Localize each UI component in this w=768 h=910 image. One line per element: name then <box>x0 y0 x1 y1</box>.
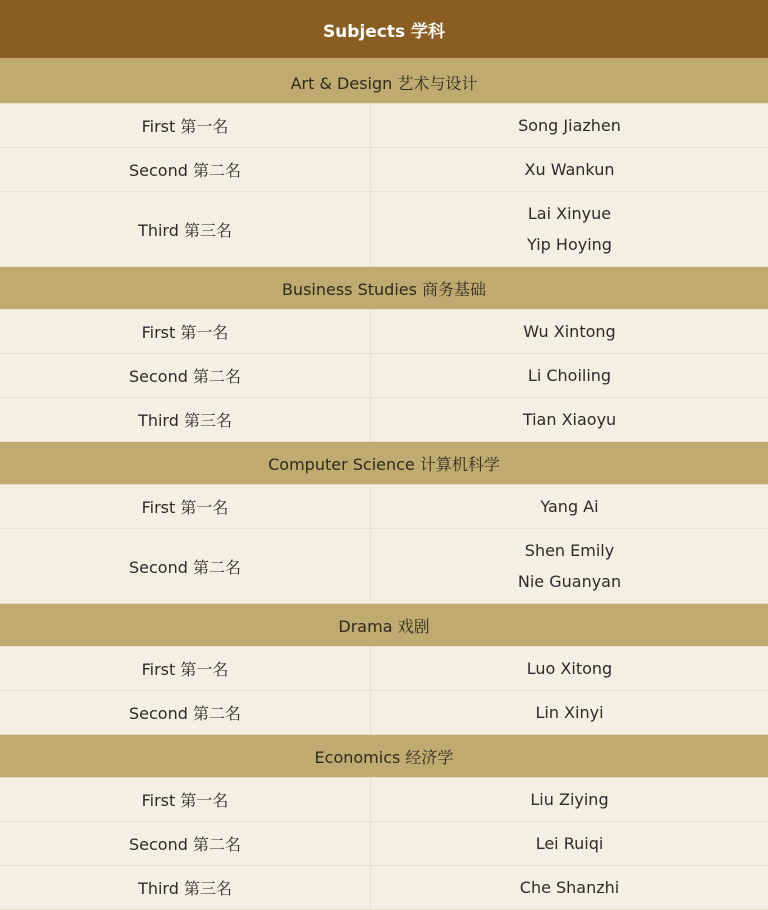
rank-label: First 第一名 <box>0 647 371 690</box>
winner-names <box>371 529 768 603</box>
subject-heading: Drama 戏剧 <box>0 604 768 647</box>
rank-label: Third 第三名 <box>0 192 371 266</box>
winner-names <box>371 822 768 865</box>
rank-label: Second 第二名 <box>0 822 371 865</box>
winner-names <box>371 398 768 441</box>
student-name: Lin Xinyi <box>535 703 604 722</box>
winner-names <box>371 354 768 397</box>
rank-label: First 第一名 <box>0 485 371 528</box>
subject-heading: Computer Science 计算机科学 <box>0 442 768 485</box>
rank-label: First 第一名 <box>0 104 371 147</box>
student-name: Lei Ruiqi <box>535 834 604 853</box>
rank-label: Second 第二名 <box>0 148 371 191</box>
table-row <box>0 822 768 866</box>
student-name: Shen Emily <box>524 541 615 560</box>
student-name: Tian Xiaoyu <box>522 410 617 429</box>
subject-heading: Business Studies 商务基础 <box>0 267 768 310</box>
table-row <box>0 192 768 267</box>
rank-label: Second 第二名 <box>0 529 371 603</box>
student-name: Xu Wankun <box>524 160 615 179</box>
winner-names <box>371 485 768 528</box>
table-row <box>0 398 768 442</box>
student-name: Wu Xintong <box>523 322 616 341</box>
table-row <box>0 529 768 604</box>
student-name: Lai Xinyue <box>527 204 612 223</box>
winner-names <box>371 647 768 690</box>
rank-label: Second 第二名 <box>0 354 371 397</box>
winner-names <box>371 778 768 821</box>
student-name: Yip Hoying <box>527 235 612 254</box>
table-row <box>0 104 768 148</box>
rank-label: Second 第二名 <box>0 691 371 734</box>
winner-names <box>371 866 768 909</box>
subject-heading: Art & Design 艺术与设计 <box>0 61 768 104</box>
rank-label: First 第一名 <box>0 310 371 353</box>
winner-names <box>371 310 768 353</box>
rank-label: First 第一名 <box>0 778 371 821</box>
table-row <box>0 866 768 910</box>
table-row <box>0 354 768 398</box>
table-row <box>0 778 768 822</box>
student-name: Luo Xitong <box>526 659 613 678</box>
student-name: Li Choiling <box>527 366 612 385</box>
table-row <box>0 148 768 192</box>
subjects-list <box>0 61 768 910</box>
table-title: Subjects 学科 <box>0 0 768 61</box>
student-name: Song Jiazhen <box>518 116 621 135</box>
student-name: Yang Ai <box>540 497 599 516</box>
rank-label: Third 第三名 <box>0 866 371 909</box>
student-name: Che Shanzhi <box>519 878 620 897</box>
winner-names <box>371 192 768 266</box>
table-row <box>0 691 768 735</box>
table-row <box>0 310 768 354</box>
winner-names <box>371 691 768 734</box>
rank-label: Third 第三名 <box>0 398 371 441</box>
student-name: Nie Guanyan <box>517 572 622 591</box>
table-row <box>0 647 768 691</box>
subject-heading: Economics 经济学 <box>0 735 768 778</box>
winner-names <box>371 148 768 191</box>
student-name: Liu Ziying <box>530 790 609 809</box>
winner-names <box>371 104 768 147</box>
table-row <box>0 485 768 529</box>
